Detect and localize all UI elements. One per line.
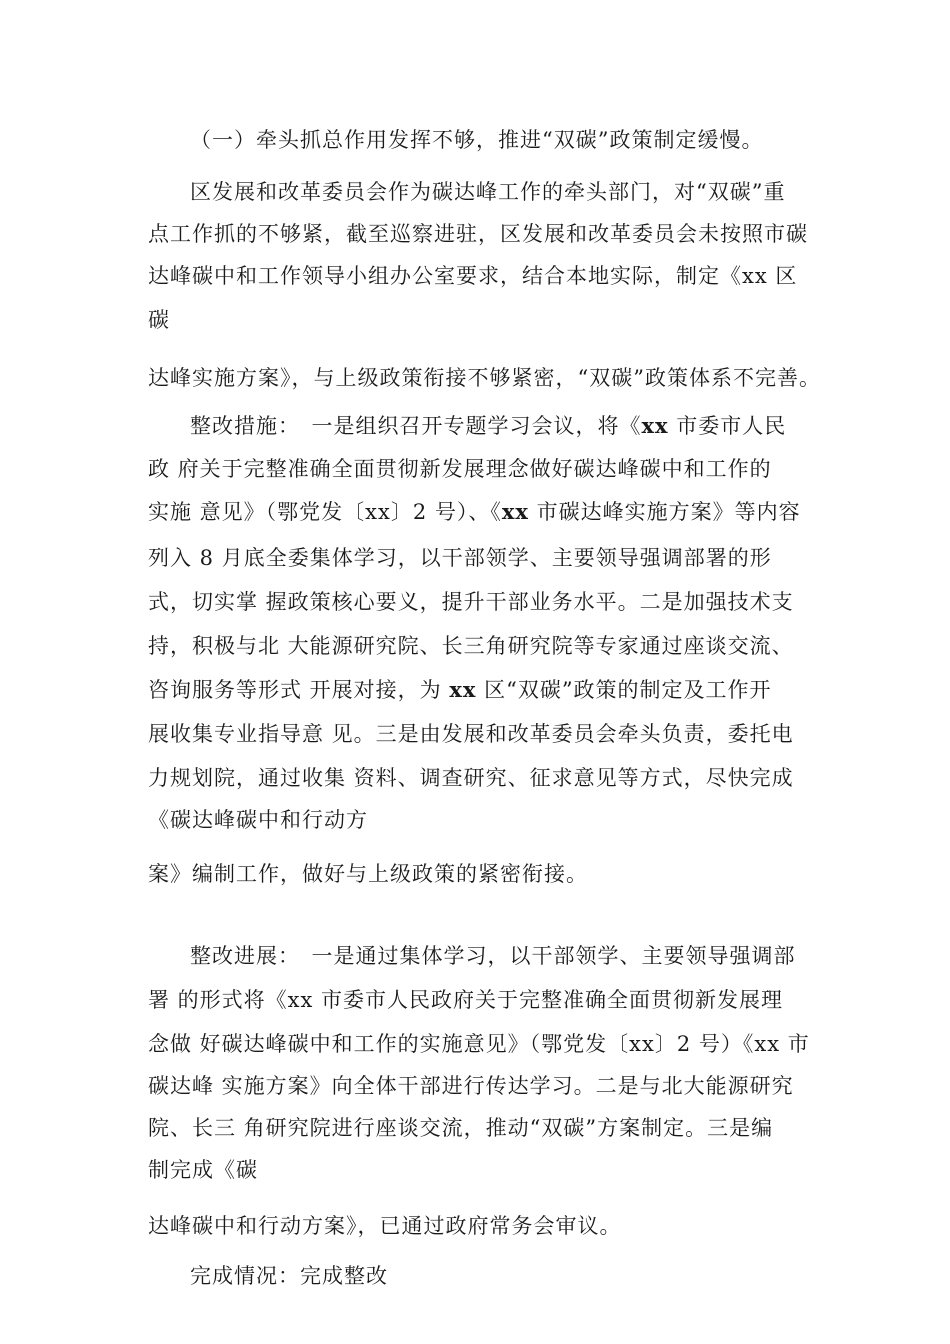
measures-line: 展收集专业指导意 见。三是由发展和改革委员会牵头负责，委托电 [148,722,794,746]
progress-line: 碳达峰 实施方案》向全体干部进行传达学习。二是与北大能源研究 [148,1074,794,1098]
paragraph-line: 达峰碳中和工作领导小组办公室要求，结合本地实际，制定《xx 区 [148,264,798,288]
progress-line: 念做 好碳达峰碳中和工作的实施意见》（鄂党发〔xx〕2 号）《xx 市 [148,1032,810,1056]
completion-status: 完成情况：完成整改 [190,1264,388,1288]
text-run-bold: xx [449,677,477,702]
progress-line: 达峰碳中和行动方案》，已通过政府常务会审议。 [148,1214,622,1238]
measures-line [190,412,840,440]
paragraph-line: 达峰实施方案》，与上级政策衔接不够紧密，“双碳”政策体系不完善。 [148,366,821,390]
paragraph-line: 点工作抓的不够紧，截至巡察进驻，区发展和改革委员会未按照市碳 [148,222,808,246]
text-run: 实施 意见》（鄂党发〔xx〕2 号）、《 [148,500,502,524]
text-run-bold: xx [501,499,529,524]
measures-line: 政 府关于完整准确全面贯彻新发展理念做好碳达峰碳中和工作的 [148,457,772,481]
text-run: 市委市人民 [668,414,787,438]
progress-line: 院、长三 角研究院进行座谈交流，推动“双碳”方案制定。三是编 [148,1116,774,1140]
measures-line: 案》编制工作，做好与上级政策的紧密衔接。 [148,862,588,886]
progress-line: 制完成《碳 [148,1158,258,1182]
measures-line: 《碳达峰碳中和行动方 [148,808,368,832]
measures-line: 持，积极与北 大能源研究院、长三角研究院等专家通过座谈交流、 [148,634,794,658]
measures-line [148,498,801,526]
paragraph-line: 区发展和改革委员会作为碳达峰工作的牵头部门，对“双碳”重 [190,180,786,204]
progress-line: 署 的形式将《xx 市委市人民政府关于完整准确全面贯彻新发展理 [148,988,784,1012]
text-run: 整改措施： 一是组织召开专题学习会议，将《 [190,414,642,438]
measures-line: 式，切实掌 握政策核心要义，提升干部业务水平。二是加强技术支 [148,590,794,614]
measures-line [148,676,798,704]
paragraph-line: 碳 [148,308,170,332]
text-run: 区“双碳”政策的制定及工作开 [476,678,772,702]
text-run: 市碳达峰实施方案》等内容 [528,500,801,524]
measures-line: 列入 8 月底全委集体学习，以干部领学、主要领导强调部署的形 [148,546,772,570]
text-run-bold: xx [641,413,669,438]
section-heading: （一）牵头抓总作用发挥不够，推进“双碳”政策制定缓慢。 [190,128,764,152]
text-run: 咨询服务等形式 开展对接，为 [148,678,450,702]
measures-line: 力规划院，通过收集 资料、调查研究、征求意见等方式，尽快完成 [148,766,794,790]
progress-line: 整改进展： 一是通过集体学习，以干部领学、主要领导强调部 [190,944,796,968]
